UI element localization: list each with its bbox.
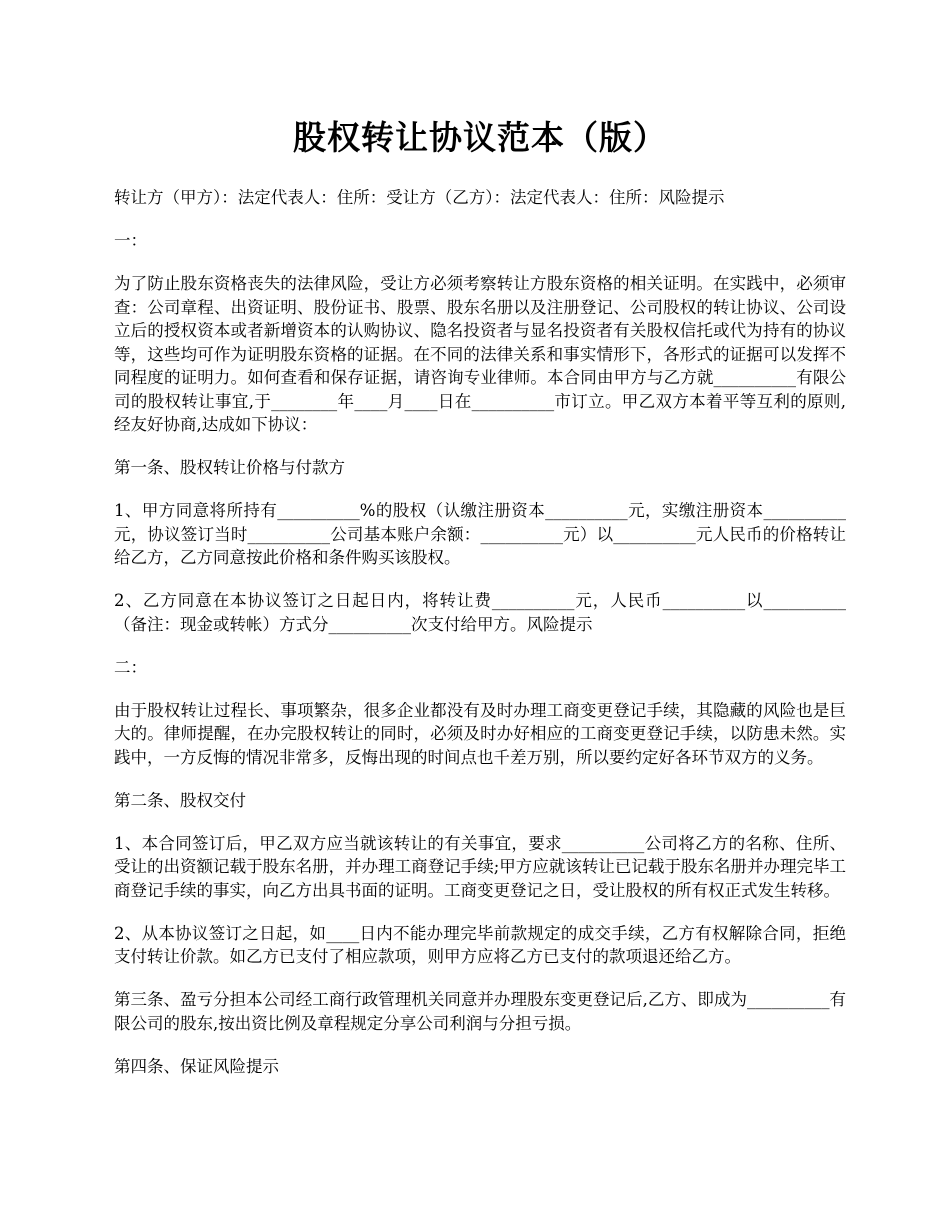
- risk-notice-two-heading: 二：: [114, 657, 147, 677]
- article-two-heading: 第二条、股权交付: [114, 790, 246, 810]
- parties-paragraph: 转让方（甲方）：法定代表人：住所：受让方（乙方）：法定代表人：住所：风险提示: [114, 188, 725, 207]
- article-one-clause-1: 1、甲方同意将所持有__________%的股权（认缴注册资本__________元，实缴注册资本__________元，协议签订当时__________公司基本账户余额：__________元）以__________元人民币的价格转让给乙方，乙方同意按此价格和条件购买该股权。: [114, 501, 846, 567]
- article-one-clause-2: 2、乙方同意在本协议签订之日起日内，将转让费__________元，人民币__________以__________（备注：现金或转帐）方式分__________次支付给甲方。风险提示: [114, 591, 846, 634]
- article-four-heading: 第四条、保证风险提示: [114, 1056, 279, 1076]
- risk-notice-one-body: 为了防止股东资格丧失的法律风险，受让方必须考察转让方股东资格的相关证明。在实践中，必须审查：公司章程、出资证明、股份证书、股票、股东名册以及注册登记、公司股权的转让协议、公司设立后的授权资本或者新增资本的认购协议、隐名投资者与显名投资者有关股权信托或代为持有的协议等，这些均可作为证明股东资格的证据。在不同的法律关系和事实情形下，各形式的证据可以发挥不同程度的证明力。如何查看和保存证据，请咨询专业律师。本合同由甲方与乙方就__________有限公司的股权转让事宜,于________年____月____日在__________市订立。甲乙双方本着平等互利的原则,经友好协商,达成如下协议：: [114, 274, 846, 434]
- article-three-paragraph: 第三条、盈亏分担本公司经工商行政管理机关同意并办理股东变更登记后,乙方、即成为__________有限公司的股东,按出资比例及章程规定分享公司利润与分担亏损。: [114, 990, 846, 1033]
- article-two-clause-1: 1、本合同签订后，甲乙双方应当就该转让的有关事宜，要求__________公司将乙方的名称、住所、受让的出资额记载于股东名册，并办理工商登记手续;甲方应就该转让已记载于股东名册并办理完毕工商登记手续的事实，向乙方出具书面的证明。工商变更登记之日，受让股权的所有权正式发生转移。: [114, 833, 846, 900]
- article-one-heading: 第一条、股权转让价格与付款方: [114, 458, 345, 477]
- document-title: 股权转让协议范本（版）: [293, 118, 667, 157]
- risk-notice-two-body: 由于股权转让过程长、事项繁杂，很多企业都没有及时办理工商变更登记手续，其隐藏的风险也是巨大的。律师提醒，在办完股权转让的同时，必须及时办好相应的工商变更登记手续，以防患未然。实践中，一方反悔的情况非常多，反悔出现的时间点也千差万别，所以要约定好各环节双方的义务。: [114, 700, 846, 767]
- article-two-clause-2: 2、从本协议签订之日起，如____日内不能办理完毕前款规定的成交手续，乙方有权解除合同，拒绝支付转让价款。如乙方已支付了相应款项，则甲方应将乙方已支付的款项退还给乙方。: [114, 923, 846, 966]
- risk-notice-one-heading: 一：: [114, 231, 147, 250]
